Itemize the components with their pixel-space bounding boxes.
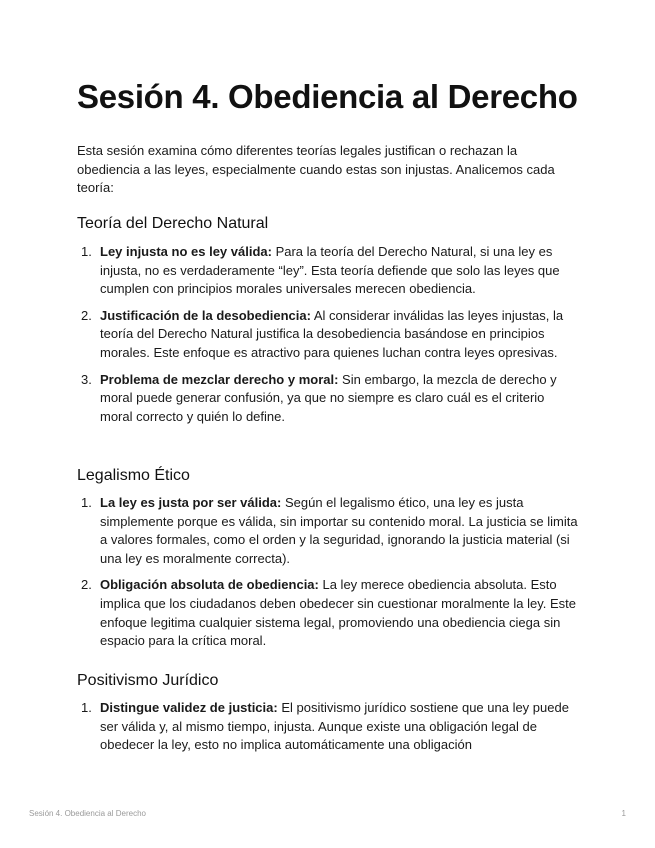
item-term: Problema de mezclar derecho y moral: xyxy=(100,371,339,387)
intro-paragraph: Esta sesión examina cómo diferentes teorías legales justifican o rechazan la obediencia a las leyes, especialmente cuando estas son injustas. Analicemos cada teoría: xyxy=(77,143,555,196)
item-term: Distingue validez de justicia: xyxy=(100,700,278,715)
section-heading-positivismo-juridico: Positivismo Jurídico xyxy=(77,672,219,689)
item-text: Para la teoría del Derecho Natural, si una ley es injusta, no es verdaderamente “ley”. Esta teoría defiende que solo las leyes que cumplen con principios morales universales merecen obediencia. xyxy=(100,244,560,297)
section-heading-derecho-natural: Teoría del Derecho Natural xyxy=(77,215,269,232)
item-text: La ley merece obediencia absoluta. Esto implica que los ciudadanos deben obedecer sin cuestionar moralmente la ley. Este enfoque legitima cualquier sistema legal, promoviendo una obediencia ciega sin espacio para la crítica moral. xyxy=(100,577,576,649)
list-item: 1. Ley injusta no es ley válida: Para la teoría del Derecho Natural, si una ley es injusta, no es verdaderamente “ley”. Esta teoría defiende que solo las leyes que cumplen con principios morales universales merecen obediencia. xyxy=(81,244,560,297)
item-text: El positivismo jurídico sostiene que una ley puede ser válida y, al mismo tiempo, injusta. Aunque existe una obligación legal de obedecer la ley, esto no implica automáticamente una obligación xyxy=(100,700,569,753)
item-text: Sin embargo, la mezcla de derecho y moral puede generar confusión, ya que no siempre es claro cuál es el criterio moral correcto y quién lo define. xyxy=(100,371,557,424)
list-item: 1. Distingue validez de justicia: El positivismo jurídico sostiene que una ley puede ser válida y, al mismo tiempo, injusta. Aunque existe una obligación legal de obedecer la ley, esto no implica automáticamente una obligación xyxy=(81,700,569,753)
item-term: Justificación de la desobediencia: xyxy=(100,307,311,323)
item-text: Según el legalismo ético, una ley es justa simplemente porque es válida, sin importar su contenido moral. La justicia se limita a valores formales, como el orden y la seguridad, ignorando la justicia material (si una ley es moralmente correcta). xyxy=(100,495,578,566)
list-item: 2. Justificación de la desobediencia: Al considerar inválidas las leyes injustas, la teoría del Derecho Natural justifica la desobediencia basándose en principios morales. Este enfoque es atractivo para quienes luchan contra leyes opresivas. xyxy=(81,307,564,360)
item-term: Ley injusta no es ley válida: xyxy=(100,244,272,259)
list-item: 1. La ley es justa por ser válida: Según el legalismo ético, una ley es justa simplemente porque es válida, sin importar su contenido moral. La justicia se limita a valores formales, como el orden y la seguridad, ignorando la justicia material (si una ley es moralmente correcta). xyxy=(81,495,578,566)
item-term: Obligación absoluta de obediencia: xyxy=(100,577,319,593)
list-derecho-natural xyxy=(77,243,580,434)
list-positivismo-juridico xyxy=(77,699,580,763)
list-item: 2. Obligación absoluta de obediencia: La ley merece obediencia absoluta. Esto implica que los ciudadanos deben obedecer sin cuestionar moralmente la ley. Este enfoque legitima cualquier sistema legal, promoviendo una obediencia ciega sin espacio para la crítica moral. xyxy=(81,577,576,649)
footer-title: Sesión 4. Obediencia al Derecho xyxy=(29,809,146,818)
list-item: 3. Problema de mezclar derecho y moral: Sin embargo, la mezcla de derecho y moral puede generar confusión, ya que no siempre es claro cuál es el criterio moral correcto y quién lo define. xyxy=(81,371,557,424)
list-legalismo-etico xyxy=(77,494,580,659)
footer-page-number: 1 xyxy=(621,809,626,818)
item-term: La ley es justa por ser válida: xyxy=(100,495,282,510)
section-heading-legalismo-etico: Legalismo Ético xyxy=(77,467,190,484)
item-text: Al considerar inválidas las leyes injustas, la teoría del Derecho Natural justifica la desobediencia basándose en principios morales. Este enfoque es atractivo para quienes luchan contra leyes opresivas. xyxy=(100,307,564,360)
page-title: Sesión 4. Obediencia al Derecho xyxy=(77,78,578,115)
